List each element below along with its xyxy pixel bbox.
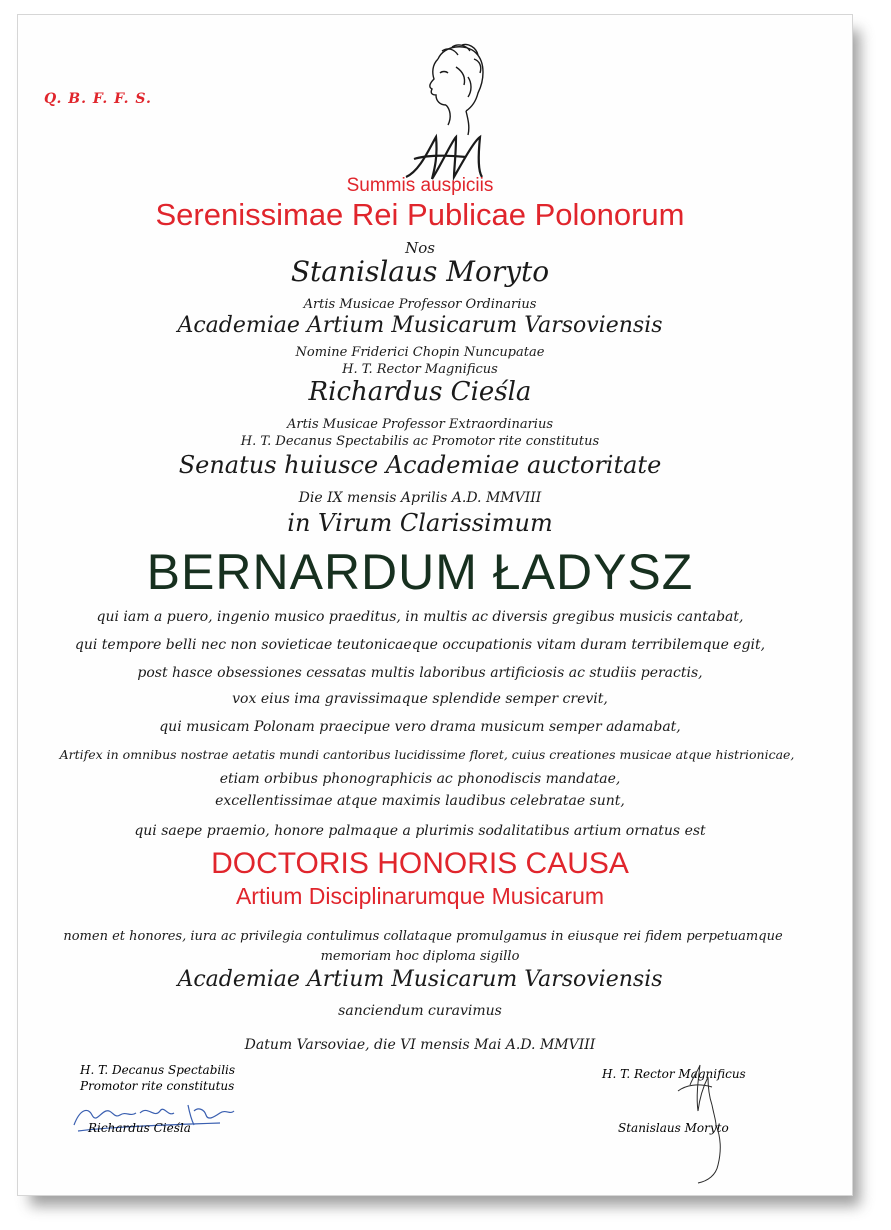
datum-text: Datum Varsoviae, die VI mensis Mai A.D. MMVIII (244, 1037, 596, 1053)
academy-heading-1: Academiae Artium Musicarum Varsoviensis (177, 313, 663, 338)
rector-name-heading: Stanislaus Moryto (290, 255, 550, 288)
right-handwritten-signature (638, 1025, 748, 1189)
right-signer-name: Stanislaus Moryto (618, 1121, 729, 1135)
citation-line-1: qui iam a puero, ingenio musico praeditus, in multis ac diversis gregibus musicis cantabat, (96, 609, 744, 625)
dean-name-heading: Richardus Cieśla (308, 377, 532, 407)
rector-title-2: H. T. Rector Magnificus (342, 362, 498, 377)
chopin-portrait-logo (396, 37, 496, 187)
left-signer-title-2: Promotor rite constitutus (80, 1079, 235, 1093)
in-virum-heading: in Virum Clarissimum (287, 509, 553, 537)
qbffs-text: Q. B. F. F. S. (44, 91, 152, 107)
citation-line-4: vox eius ima gravissimaque splendide semper crevit, (232, 691, 608, 707)
auspices-small-text: Summis auspiciis (346, 175, 494, 196)
citation-line-8: excellentissimae atque maximis laudibus celebratae sunt, (215, 793, 625, 809)
rector-title-1: Artis Musicae Professor Ordinarius (303, 297, 537, 312)
degree-heading: DOCTORIS HONORIS CAUSA (211, 847, 629, 880)
honoree-name: BERNARDUM ŁADYSZ (146, 544, 694, 600)
citation-line-2: qui tempore belli nec non sovieticae teutonicaeque occupationis vitam duram terribilemque egit, (74, 637, 766, 653)
date-1-text: Die IX mensis Aprilis A.D. MMVIII (298, 490, 542, 506)
diploma-page (17, 14, 853, 1196)
citation-line-9: qui saepe praemio, honore palmaque a plurimis sodalitatibus artium ornatus est (134, 823, 706, 839)
academy-heading-2: Academiae Artium Musicarum Varsoviensis (177, 967, 663, 992)
closing-line-2: memoriam hoc diploma sigillo (320, 949, 520, 964)
right-signer-title: H. T. Rector Magnificus (602, 1067, 746, 1081)
citation-line-7: etiam orbibus phonographicis ac phonodiscis mandatae, (219, 771, 621, 787)
nos-text: Nos (405, 239, 435, 257)
citation-line-3: post hasce obsessiones cessatas multis laboribus artificiosis ac studiis peractis, (137, 665, 703, 681)
closing-line-1: nomen et honores, iura ac privilegia contulimus collataque promulgamus in eiusque rei fidem perpetuamque (63, 929, 783, 944)
discipline-heading: Artium Disciplinarumque Musicarum (235, 883, 605, 909)
citation-line-6: Artifex in omnibus nostrae aetatis mundi cantoribus lucidissime floret, cuius creationes musicae atque histrionicae, (59, 747, 795, 762)
citation-line-5: qui musicam Polonam praecipue vero drama musicum semper adamabat, (159, 719, 681, 735)
sanciendum-text: sanciendum curavimus (338, 1003, 502, 1019)
republic-heading: Serenissimae Rei Publicae Polonorum (155, 197, 685, 232)
left-signer-title-1: H. T. Decanus Spectabilis (80, 1063, 236, 1077)
dean-title-2: H. T. Decanus Spectabilis ac Promotor rite constitutus (240, 434, 600, 449)
academy-named-text: Nomine Friderici Chopin Nuncupatae (295, 345, 545, 360)
dean-title-1: Artis Musicae Professor Extraordinarius (286, 417, 554, 432)
senate-heading: Senatus huiusce Academiae auctoritate (178, 451, 662, 479)
left-signer-name: Richardus Cieśla (88, 1121, 191, 1135)
